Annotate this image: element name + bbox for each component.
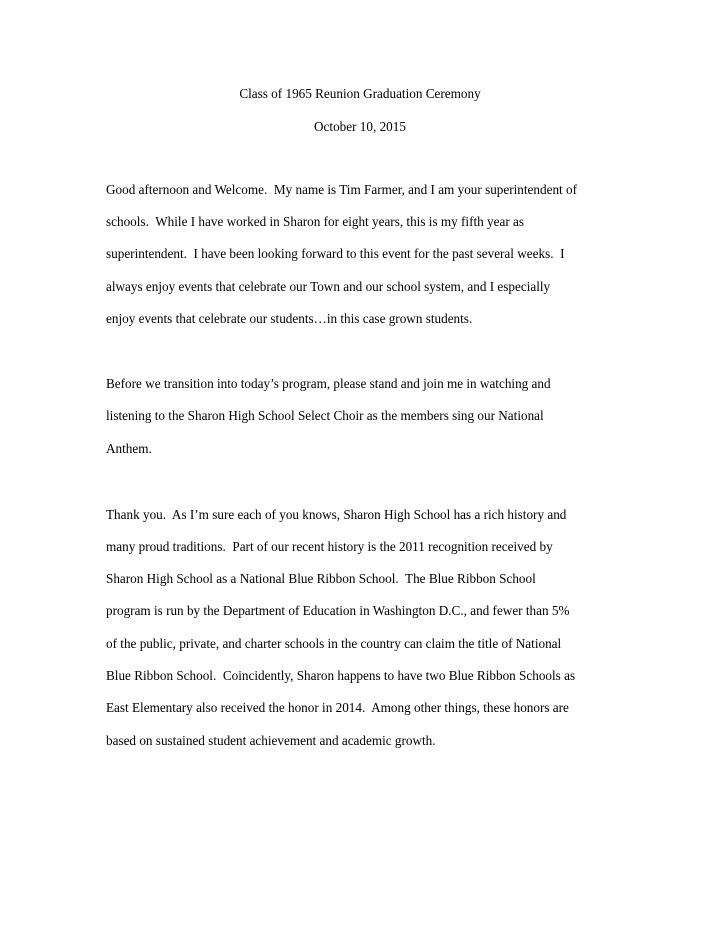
paragraph-line: superintendent. I have been looking forward to this event for the past several weeks. I (106, 246, 565, 261)
paragraph-line: program is run by the Department of Education in Washington D.C., and fewer than 5% (106, 603, 570, 618)
paragraph-line: Good afternoon and Welcome. My name is Tim Farmer, and I am your superintendent of (106, 182, 577, 197)
paragraph-line: listening to the Sharon High School Select Choir as the members sing our National (106, 408, 544, 423)
document-title: Class of 1965 Reunion Graduation Ceremony (239, 86, 481, 101)
paragraph-line: based on sustained student achievement and academic growth. (106, 733, 436, 748)
paragraph-line: always enjoy events that celebrate our Town and our school system, and I especially (106, 279, 551, 294)
paragraph-line: schools. While I have worked in Sharon for eight years, this is my fifth year as (106, 214, 524, 229)
paragraph-line: many proud traditions. Part of our recent history is the 2011 recognition received by (106, 539, 553, 554)
paragraph-line: enjoy events that celebrate our students…in this case grown students. (106, 311, 473, 326)
paragraph-line: of the public, private, and charter schools in the country can claim the title of National (106, 636, 562, 651)
paragraph-line: Thank you. As I’m sure each of you knows, Sharon High School has a rich history and (106, 507, 567, 522)
paragraph-line: East Elementary also received the honor in 2014. Among other things, these honors are (106, 700, 569, 715)
paragraph-line: Sharon High School as a National Blue Ribbon School. The Blue Ribbon School (106, 571, 536, 586)
paragraph-line: Blue Ribbon School. Coincidently, Sharon happens to have two Blue Ribbon Schools as (106, 668, 576, 683)
document-date: October 10, 2015 (314, 119, 406, 134)
paragraph-line: Before we transition into today’s program, please stand and join me in watching and (106, 376, 551, 391)
paragraph-line: Anthem. (106, 441, 152, 456)
